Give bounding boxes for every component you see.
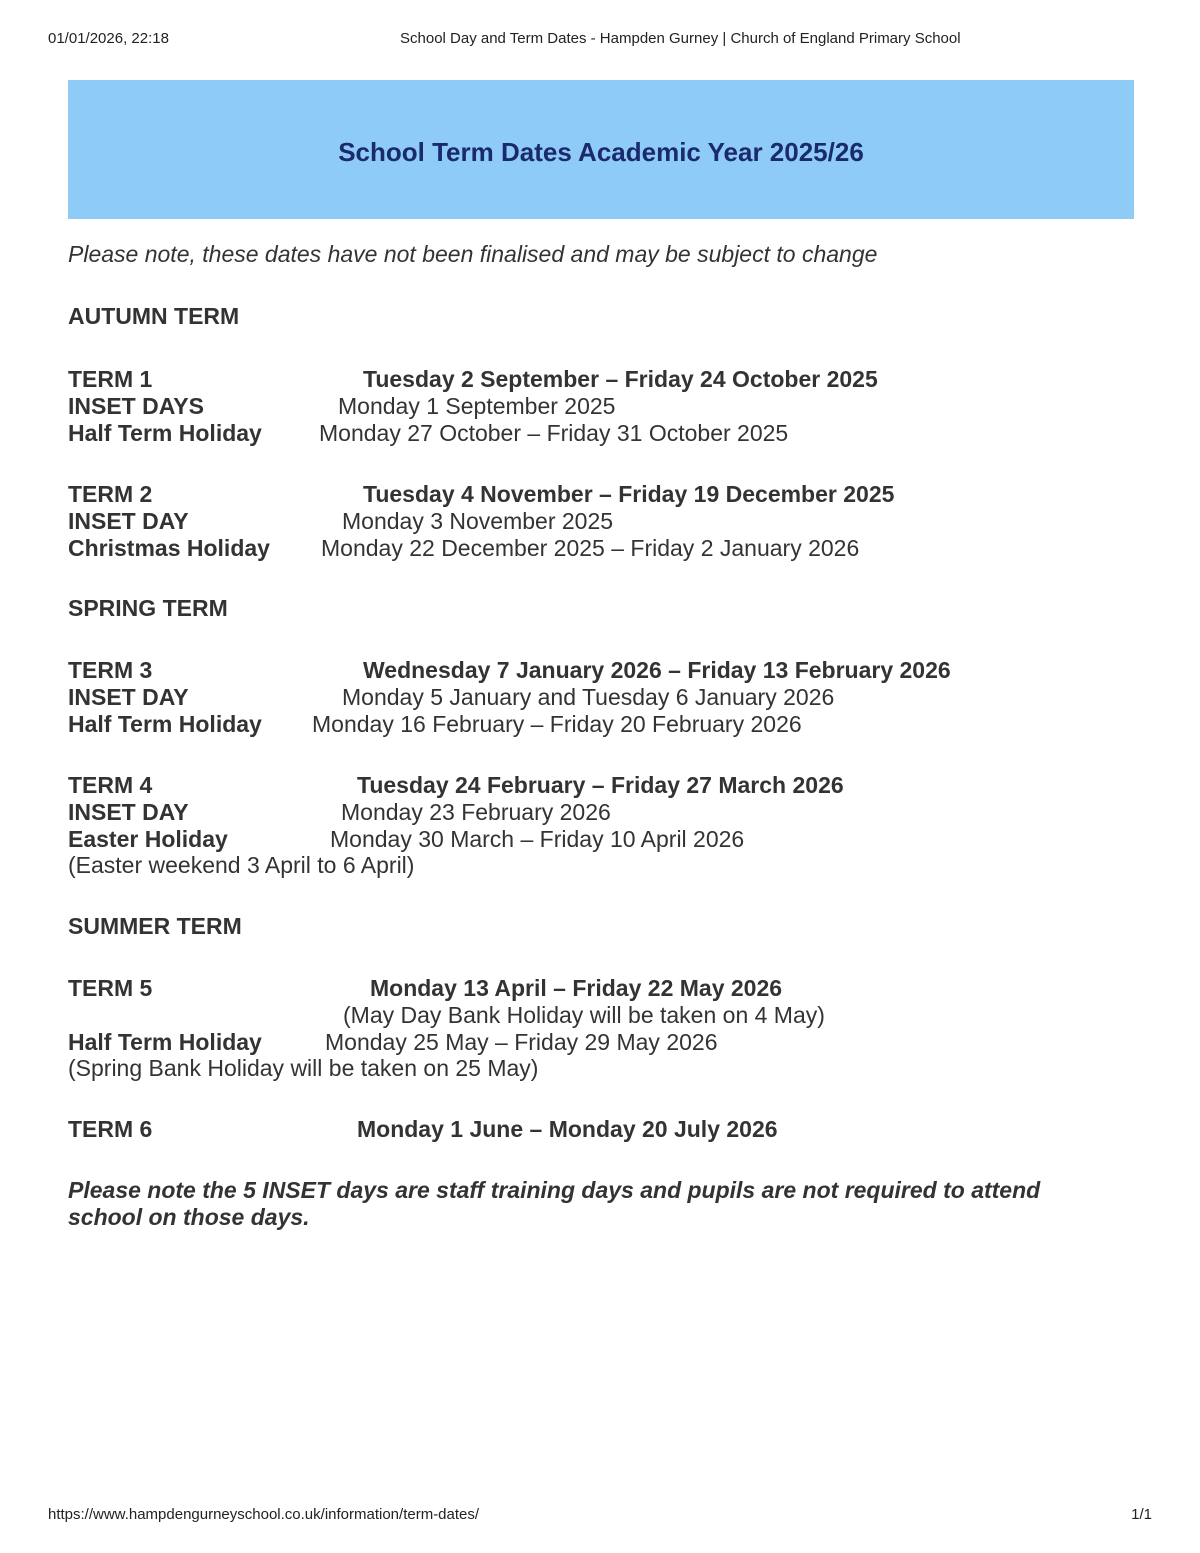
term1-inset-label: INSET DAYS [68, 393, 204, 419]
term1-holiday-label: Half Term Holiday [68, 420, 262, 446]
provisional-note: Please note, these dates have not been finalised and may be subject to change [68, 241, 878, 267]
print-header [48, 30, 1152, 50]
page-url: https://www.hampdengurneyschool.co.uk/information/term-dates/ [48, 1506, 480, 1523]
term6-dates: Monday 1 June – Monday 20 July 2026 [357, 1116, 778, 1142]
term4-holiday-label: Easter Holiday [68, 826, 228, 852]
term3-holiday-value: Monday 16 February – Friday 20 February 2026 [312, 711, 802, 737]
term4-holiday-value: Monday 30 March – Friday 10 April 2026 [330, 826, 745, 852]
term3-inset-value: Monday 5 January and Tuesday 6 January 2026 [342, 684, 835, 710]
term4-inset-value: Monday 23 February 2026 [341, 799, 611, 825]
inset-days-note: Please note the 5 INSET days are staff training days and pupils are not required to attend school on those days. [68, 1177, 1041, 1230]
term6-label: TERM 6 [68, 1116, 153, 1142]
term1-dates: Tuesday 2 September – Friday 24 October 2025 [363, 366, 878, 392]
term1-inset-value: Monday 1 September 2025 [338, 393, 616, 419]
may-day-note: (May Day Bank Holiday will be taken on 4 May) [343, 1002, 825, 1028]
print-datetime: 01/01/2026, 22:18 [48, 30, 169, 47]
term3-dates: Wednesday 7 January 2026 – Friday 13 February 2026 [363, 657, 951, 683]
autumn-term-heading: AUTUMN TERM [68, 303, 240, 329]
term3-inset-label: INSET DAY [68, 684, 189, 710]
term4-dates: Tuesday 24 February – Friday 27 March 2026 [357, 772, 844, 798]
term1-holiday-value: Monday 27 October – Friday 31 October 2025 [319, 420, 789, 446]
term5-dates: Monday 13 April – Friday 22 May 2026 [370, 975, 783, 1001]
term2-inset-label: INSET DAY [68, 508, 189, 534]
summer-term-heading: SUMMER TERM [68, 913, 242, 939]
spring-bank-holiday-note: (Spring Bank Holiday will be taken on 25 May) [68, 1055, 539, 1081]
term2-dates: Tuesday 4 November – Friday 19 December 2025 [363, 481, 895, 507]
term5-label: TERM 5 [68, 975, 153, 1001]
easter-weekend-note: (Easter weekend 3 April to 6 April) [68, 852, 415, 878]
term2-holiday-value: Monday 22 December 2025 – Friday 2 January 2026 [321, 535, 860, 561]
term2-label: TERM 2 [68, 481, 153, 507]
print-page-title: School Day and Term Dates - Hampden Gurney | Church of England Primary School [400, 30, 961, 47]
term3-holiday-label: Half Term Holiday [68, 711, 262, 737]
term4-inset-label: INSET DAY [68, 799, 189, 825]
term1-label: TERM 1 [68, 366, 153, 392]
page-number: 1/1 [1131, 1506, 1152, 1523]
print-footer [48, 1506, 1152, 1526]
term5-holiday-label: Half Term Holiday [68, 1029, 262, 1055]
term4-label: TERM 4 [68, 772, 153, 798]
spring-term-heading: SPRING TERM [68, 595, 228, 621]
term2-holiday-label: Christmas Holiday [68, 535, 270, 561]
term2-inset-value: Monday 3 November 2025 [342, 508, 614, 534]
title-banner [68, 80, 1134, 219]
term3-label: TERM 3 [68, 657, 153, 683]
page-title: School Term Dates Academic Year 2025/26 [338, 137, 864, 167]
term5-holiday-value: Monday 25 May – Friday 29 May 2026 [325, 1029, 718, 1055]
